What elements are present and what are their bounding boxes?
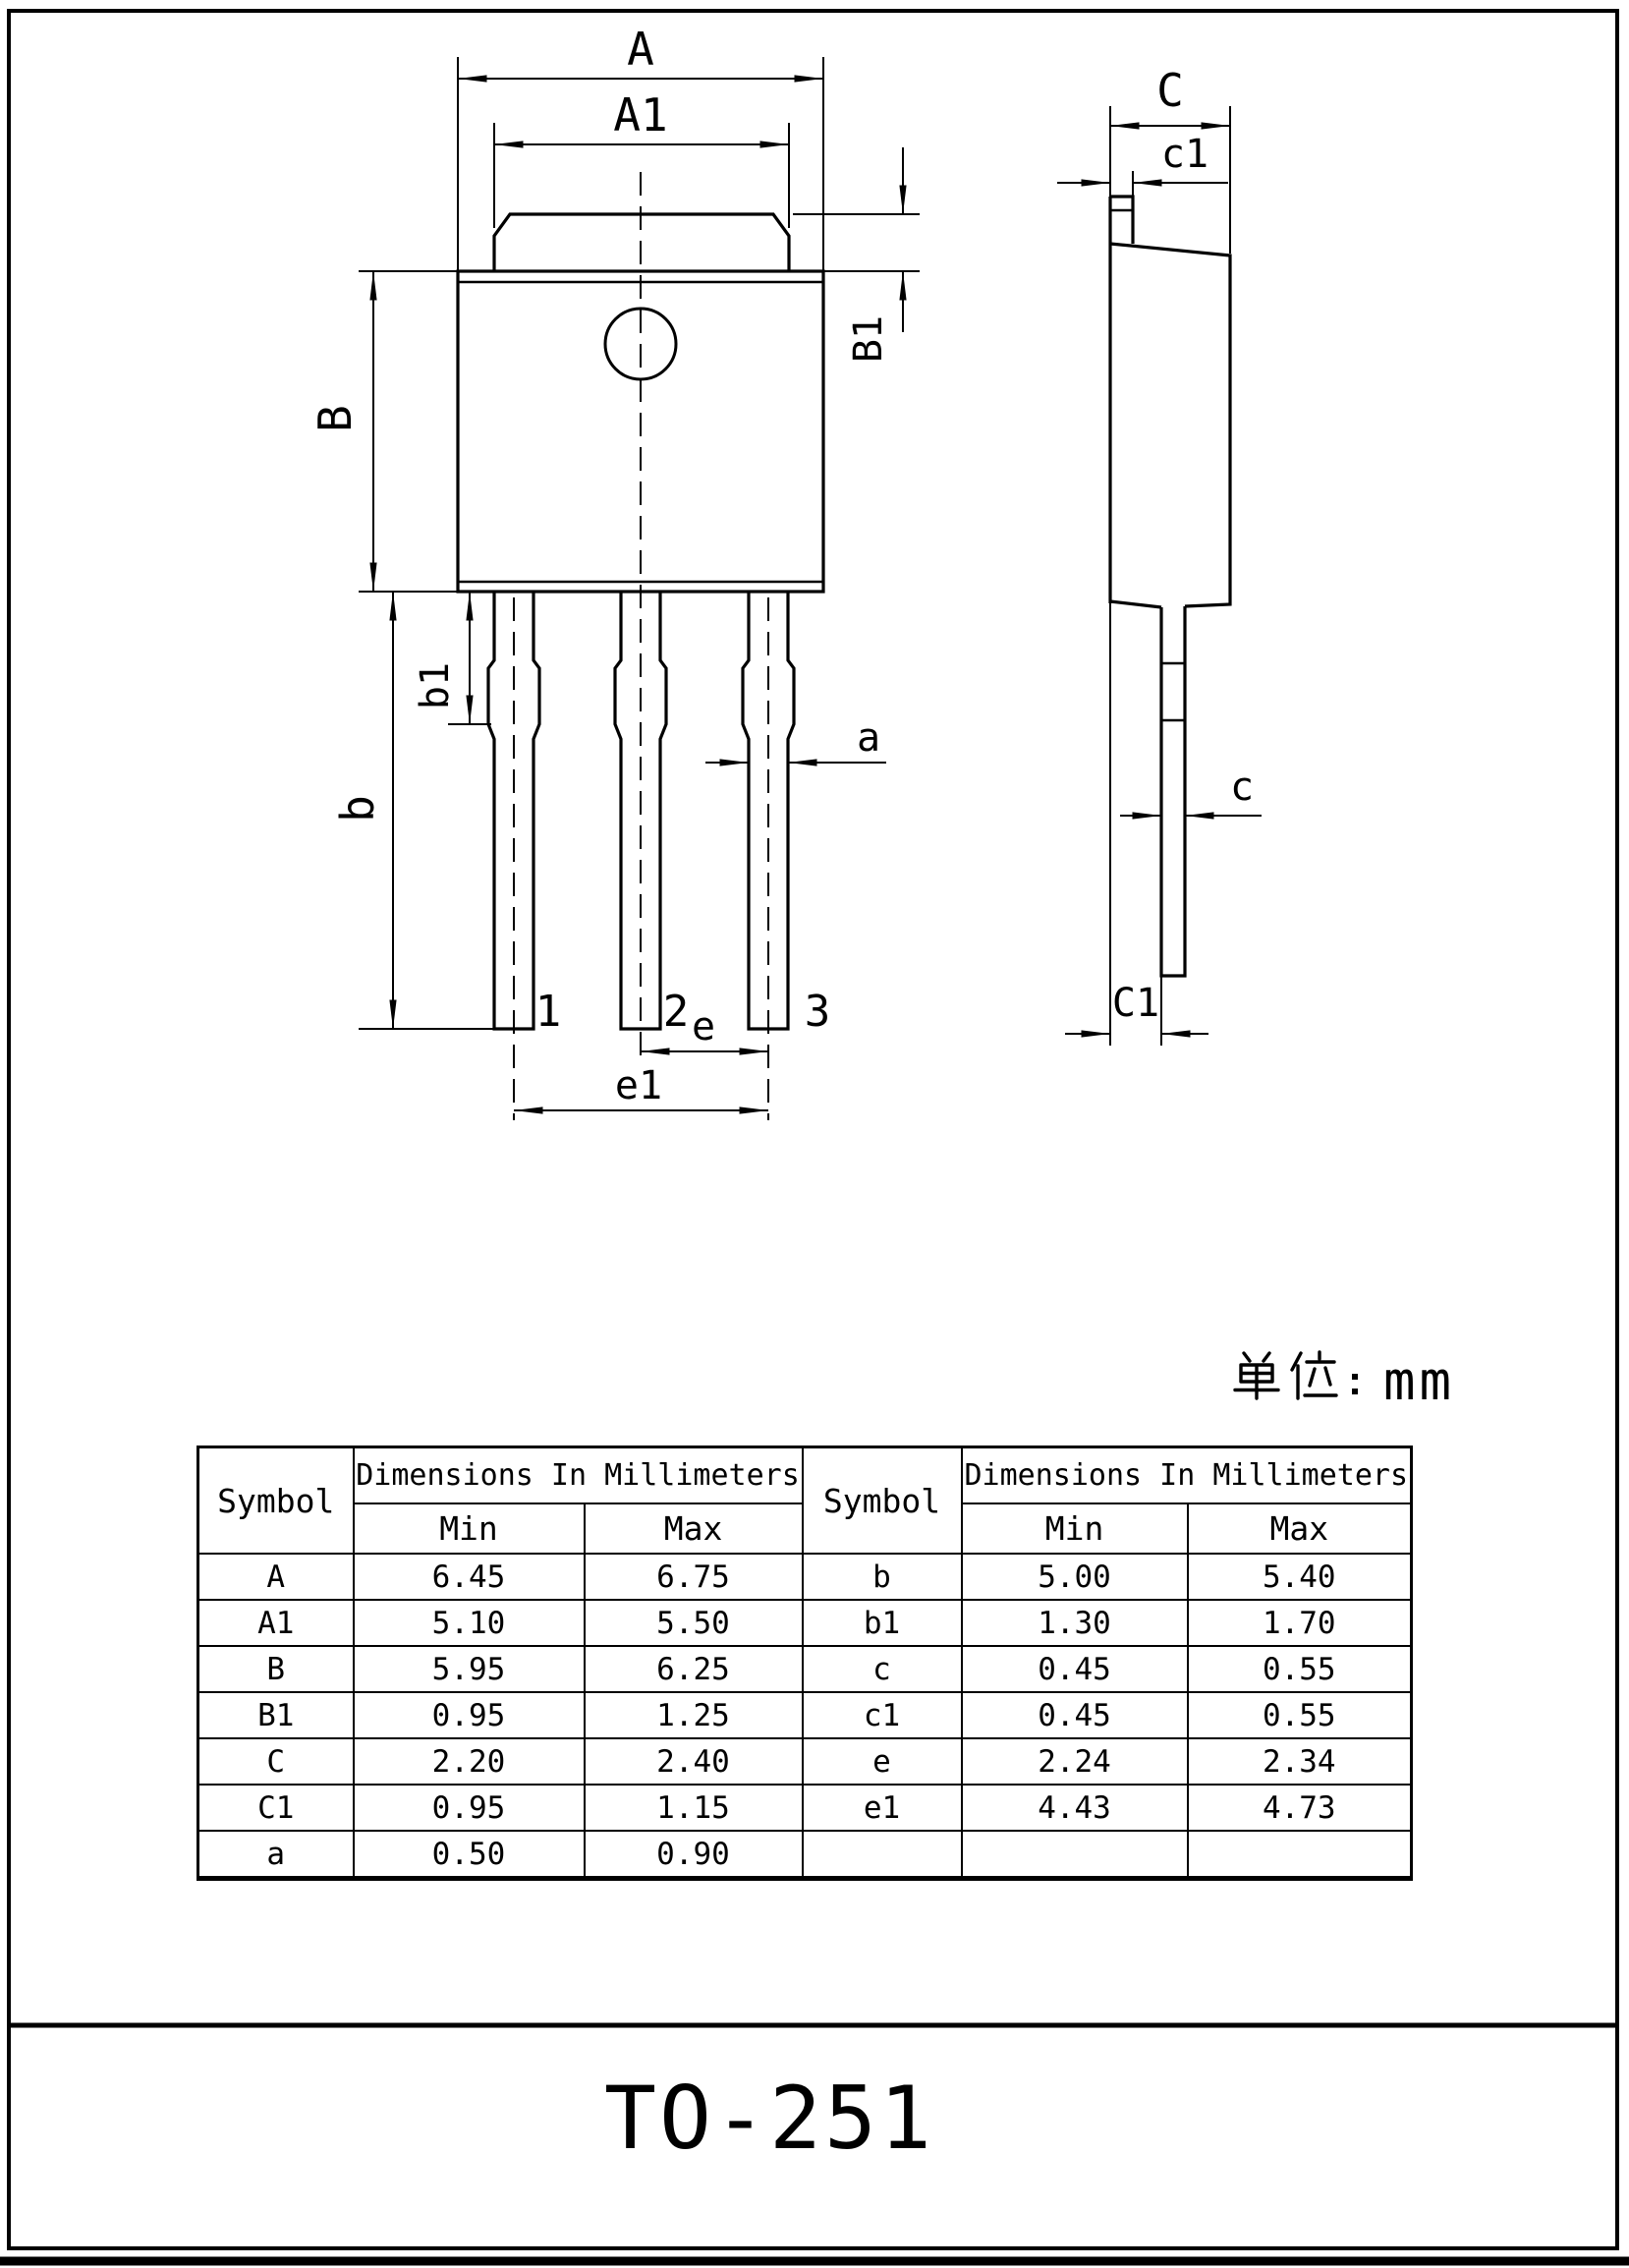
table-header-min-left: Min — [354, 1503, 585, 1554]
min-cell: 2.24 — [962, 1738, 1188, 1785]
side-tab-outline — [1110, 197, 1133, 244]
pin-number-2: 2 — [662, 987, 690, 1037]
symbol-cell: C1 — [198, 1785, 354, 1831]
side-body-bottom-left — [1110, 601, 1161, 607]
dim-label-A1: A1 — [613, 88, 668, 142]
side-pin-outline — [1161, 606, 1185, 976]
symbol-cell: A — [198, 1554, 354, 1600]
symbol-cell: C — [198, 1738, 354, 1785]
symbol-cell: e1 — [803, 1785, 962, 1831]
max-cell: 2.34 — [1188, 1738, 1412, 1785]
side-body-outline — [1110, 244, 1230, 606]
table-row — [198, 1646, 1412, 1692]
unit-note-mm: mm — [1383, 1350, 1456, 1412]
table-header-max-left: Max — [585, 1503, 803, 1554]
pin-number-3: 3 — [804, 987, 831, 1037]
table-row — [198, 1600, 1412, 1646]
max-cell: 5.40 — [1188, 1554, 1412, 1600]
min-cell: 4.43 — [962, 1785, 1188, 1831]
min-cell: 6.45 — [354, 1554, 585, 1600]
min-cell: 5.95 — [354, 1646, 585, 1692]
front-view — [309, 23, 920, 1120]
dim-label-c1: c1 — [1160, 132, 1209, 177]
max-cell: 6.75 — [585, 1554, 803, 1600]
hanzi-wei — [1292, 1352, 1336, 1398]
symbol-cell: c1 — [803, 1692, 962, 1738]
max-cell: 5.50 — [585, 1600, 803, 1646]
table-header-symbol-right: Symbol — [803, 1447, 962, 1555]
symbol-cell: c — [803, 1646, 962, 1692]
dim-label-C1: C1 — [1111, 981, 1160, 1026]
table-row — [198, 1738, 1412, 1785]
dim-label-e: e — [691, 1004, 716, 1049]
hanzi-dan — [1235, 1353, 1278, 1398]
table-row — [198, 1554, 1412, 1600]
max-cell: 0.55 — [1188, 1646, 1412, 1692]
dim-label-B: B — [309, 405, 362, 432]
unit-note-hanzi — [1235, 1352, 1336, 1398]
min-cell: 0.45 — [962, 1646, 1188, 1692]
dim-label-C: C — [1156, 64, 1184, 117]
min-cell: 5.10 — [354, 1600, 585, 1646]
max-cell: 2.40 — [585, 1738, 803, 1785]
min-cell: 1.30 — [962, 1600, 1188, 1646]
min-cell: 0.95 — [354, 1692, 585, 1738]
dim-label-A: A — [627, 23, 654, 76]
max-cell: 1.70 — [1188, 1600, 1412, 1646]
min-cell — [962, 1831, 1188, 1879]
table-row — [198, 1831, 1412, 1879]
dim-label-a: a — [856, 715, 881, 761]
max-cell: 0.90 — [585, 1831, 803, 1879]
min-cell: 5.00 — [962, 1554, 1188, 1600]
dim-label-b: b — [331, 795, 384, 822]
side-package-outline — [1110, 197, 1230, 976]
symbol-cell: e — [803, 1738, 962, 1785]
table-row — [198, 1785, 1412, 1831]
max-cell: 6.25 — [585, 1646, 803, 1692]
dim-label-e1: e1 — [614, 1063, 663, 1108]
sheet-frame — [0, 11, 1629, 2261]
max-cell: 4.73 — [1188, 1785, 1412, 1831]
min-cell: 0.50 — [354, 1831, 585, 1879]
symbol-cell: b — [803, 1554, 962, 1600]
min-cell: 2.20 — [354, 1738, 585, 1785]
min-cell: 0.95 — [354, 1785, 585, 1831]
table-header-max-right: Max — [1188, 1503, 1412, 1554]
max-cell: 1.25 — [585, 1692, 803, 1738]
symbol-cell: B — [198, 1646, 354, 1692]
dim-label-B1: B1 — [846, 314, 891, 364]
symbol-cell: b1 — [803, 1600, 962, 1646]
symbol-cell: A1 — [198, 1600, 354, 1646]
max-cell — [1188, 1831, 1412, 1879]
unit-note — [1235, 1350, 1455, 1412]
front-center-lines — [514, 172, 768, 1120]
page-title: TO-251 — [604, 2068, 934, 2169]
table-header-dimensions-right: Dimensions In Millimeters — [962, 1447, 1412, 1504]
dimensions-table — [197, 1446, 1413, 1881]
symbol-cell — [803, 1831, 962, 1879]
symbol-cell: a — [198, 1831, 354, 1879]
table-header-symbol-left: Symbol — [198, 1447, 354, 1555]
symbol-cell: B1 — [198, 1692, 354, 1738]
table-header-min-right: Min — [962, 1503, 1188, 1554]
min-cell: 0.45 — [962, 1692, 1188, 1738]
table-header-dimensions-left: Dimensions In Millimeters — [354, 1447, 803, 1504]
side-view — [1057, 64, 1262, 1046]
table-row — [198, 1692, 1412, 1738]
unit-note-colon — [1352, 1374, 1358, 1394]
pin-number-1: 1 — [534, 987, 562, 1037]
dim-label-b1: b1 — [413, 661, 458, 710]
max-cell: 0.55 — [1188, 1692, 1412, 1738]
front-dim-labels — [309, 23, 891, 1108]
dim-label-c: c — [1229, 765, 1255, 810]
max-cell: 1.15 — [585, 1785, 803, 1831]
